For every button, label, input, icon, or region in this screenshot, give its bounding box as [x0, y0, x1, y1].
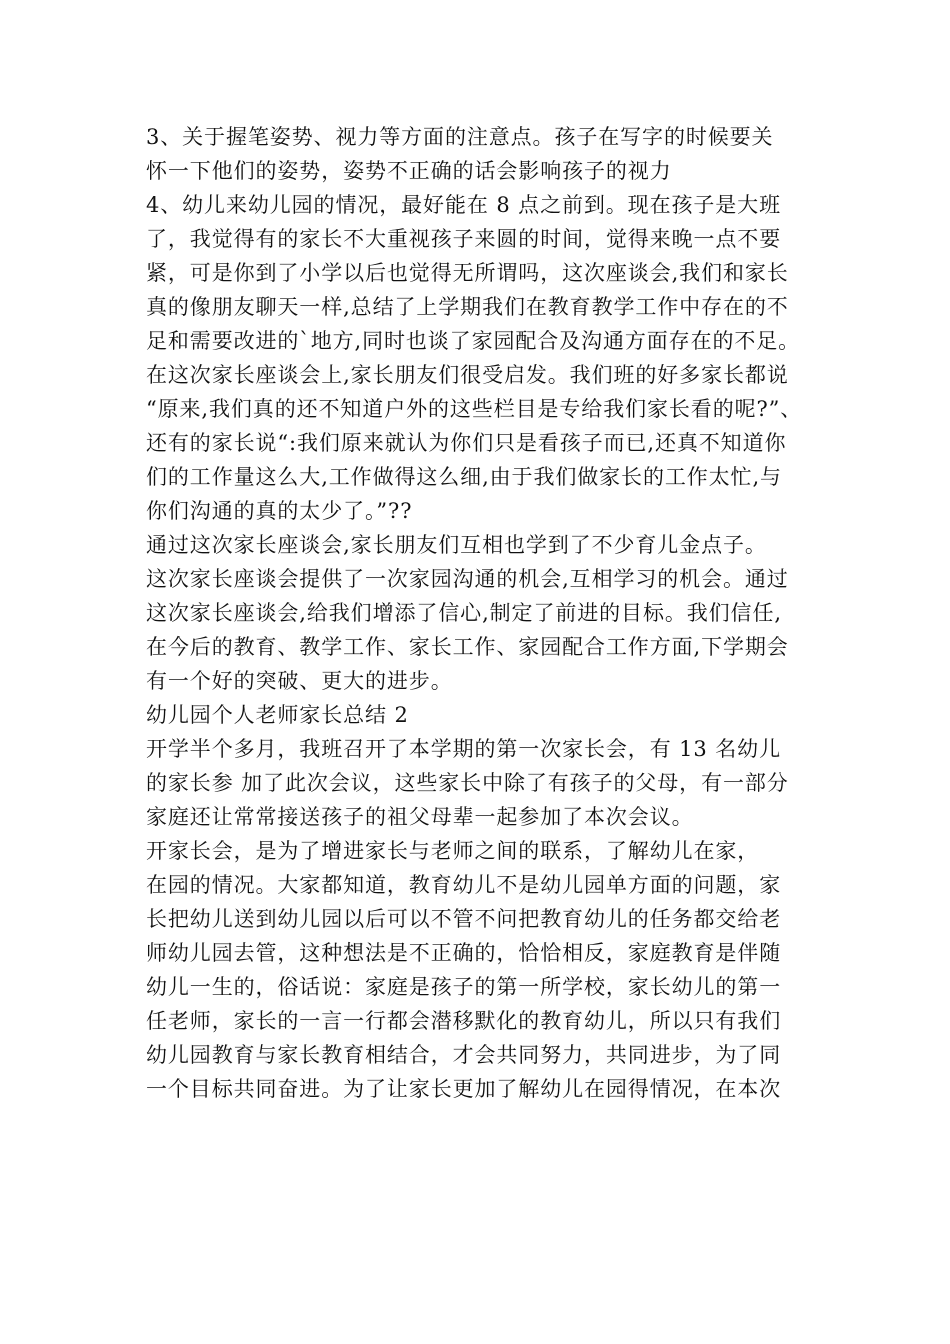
text-line: 足和需要改进的`地方,同时也谈了家园配合及沟通方面存在的不足。 [146, 329, 801, 353]
text-line: “原来,我们真的还不知道户外的这些栏目是专给我们家长看的呢?”、 [146, 397, 803, 421]
text-line: 真的像朋友聊天一样,总结了上学期我们在教育教学工作中存在的不 [146, 295, 789, 319]
text-line: 的家长参 加了此次会议，这些家长中除了有孩子的父母，有一部分 [146, 771, 789, 795]
text-line: 4、幼儿来幼儿园的情况，最好能在 8 点之前到。现在孩子是大班 [146, 193, 781, 217]
text-line: 了，我觉得有的家长不大重视孩子来圆的时间，觉得来晚一点不要 [146, 227, 782, 251]
text-line: 通过这次家长座谈会,家长朋友们互相也学到了不少育儿金点子。 [146, 533, 767, 557]
text-line: 在这次家长座谈会上,家长朋友们很受启发。我们班的好多家长都说 [146, 363, 789, 387]
text-line: 们的工作量这么大,工作做得这么细,由于我们做家长的工作太忙,与 [146, 465, 782, 489]
text-line: 长把幼儿送到幼儿园以后可以不管不问把教育幼儿的任务都交给老 [146, 907, 782, 931]
text-line: 怀一下他们的姿势，姿势不正确的话会影响孩子的视力 [146, 159, 672, 183]
text-line: 师幼儿园去管，这种想法是不正确的，恰恰相反，家庭教育是伴随 [146, 941, 782, 965]
text-line: 3、关于握笔姿势、视力等方面的注意点。孩子在写字的时候要关 [146, 125, 774, 149]
text-line: 你们沟通的真的太少了。”?? [146, 499, 413, 523]
document-body [146, 120, 816, 1106]
text-line: 一个目标共同奋进。为了让家长更加了解幼儿在园得情况，在本次 [146, 1077, 782, 1101]
text-line: 在今后的教育、教学工作、家长工作、家园配合工作方面,下学期会 [146, 635, 789, 659]
text-line: 还有的家长说“:我们原来就认为你们只是看孩子而已,还真不知道你 [146, 431, 787, 455]
text-line: 紧，可是你到了小学以后也觉得无所谓吗，这次座谈会,我们和家长 [146, 261, 789, 285]
text-line: 家庭还让常常接送孩子的祖父母辈一起参加了本次会议。 [146, 805, 694, 829]
text-line: 任老师，家长的一言一行都会潜移默化的教育幼儿，所以只有我们 [146, 1009, 782, 1033]
text-line: 这次家长座谈会提供了一次家园沟通的机会,互相学习的机会。通过 [146, 567, 789, 591]
text-line: 开学半个多月，我班召开了本学期的第一次家长会，有 13 名幼儿 [146, 737, 781, 761]
text-line: 这次家长座谈会,给我们增添了信心,制定了前进的目标。我们信任, [146, 601, 782, 625]
text-line: 幼儿园教育与家长教育相结合，才会共同努力，共同进步，为了同 [146, 1043, 782, 1067]
text-line: 有一个好的突破、更大的进步。 [146, 669, 453, 693]
text-line: 幼儿一生的，俗话说：家庭是孩子的第一所学校，家长幼儿的第一 [146, 975, 782, 999]
text-line: 开家长会，是为了增进家长与老师之间的联系，了解幼儿在家， [146, 839, 760, 863]
section-heading: 幼儿园个人老师家长总结 2 [146, 703, 409, 727]
text-line: 在园的情况。大家都知道，教育幼儿不是幼儿园单方面的问题，家 [146, 873, 782, 897]
